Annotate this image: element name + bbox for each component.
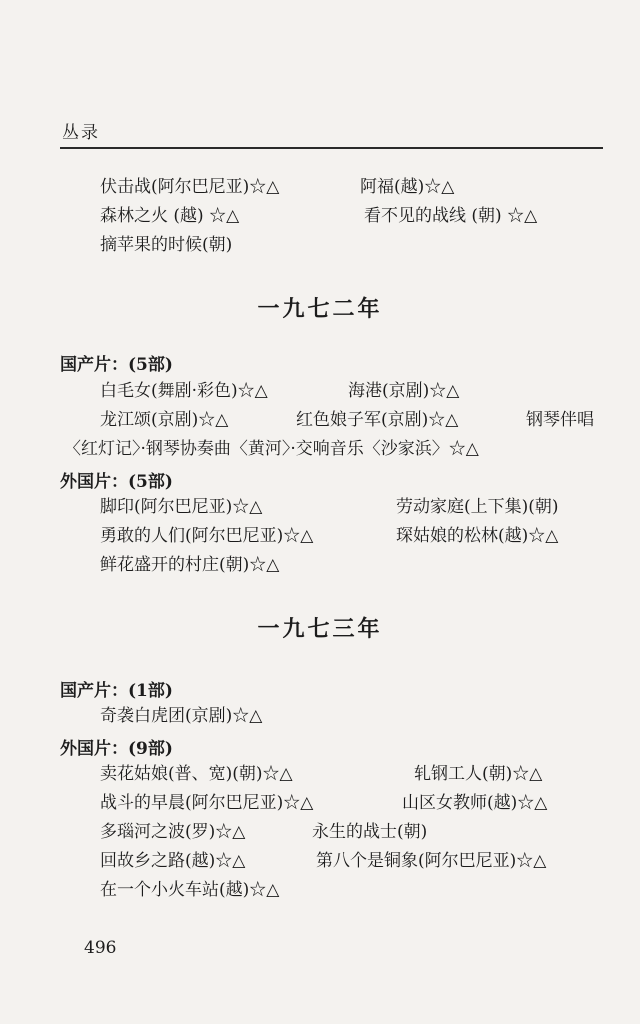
- film-entry: 鲜花盛开的村庄(朝)☆△: [100, 555, 280, 575]
- foreign-category-label: 外国片：(5部): [60, 472, 173, 492]
- header-rule: [60, 147, 603, 149]
- film-entry: 白毛女(舞剧·彩色)☆△: [100, 381, 268, 401]
- film-entry: 永生的战士(朝): [312, 822, 428, 842]
- film-entry: 第八个是铜象(阿尔巴尼亚)☆△: [316, 851, 547, 871]
- page-number: 496: [84, 938, 117, 958]
- foreign-category-label: 外国片：(9部): [60, 739, 173, 759]
- film-entry: 山区女教师(越)☆△: [402, 793, 548, 813]
- film-entry: 阿福(越)☆△: [360, 177, 455, 197]
- film-entry: 森林之火 (越) ☆△: [100, 206, 240, 226]
- domestic-category-label: 国产片：(1部): [60, 681, 173, 701]
- film-entry: 海港(京剧)☆△: [348, 381, 460, 401]
- film-entry: 轧钢工人(朝)☆△: [414, 764, 543, 784]
- year-heading: 一九七二年: [257, 296, 383, 322]
- domestic-category-label: 国产片：(5部): [60, 355, 173, 375]
- film-entry: 〈红灯记〉·钢琴协奏曲〈黄河〉·交响音乐〈沙家浜〉☆△: [64, 439, 479, 459]
- year-heading: 一九七三年: [257, 616, 383, 642]
- film-entry: 劳动家庭(上下集)(朝): [396, 497, 559, 517]
- film-entry: 回故乡之路(越)☆△: [100, 851, 246, 871]
- film-entry: 摘苹果的时候(朝): [100, 235, 233, 255]
- film-entry: 脚印(阿尔巴尼亚)☆△: [100, 497, 263, 517]
- film-entry: 卖花姑娘(普、宽)(朝)☆△: [100, 764, 293, 784]
- film-entry: 多瑙河之波(罗)☆△: [100, 822, 246, 842]
- film-entry: 红色娘子军(京剧)☆△: [296, 410, 459, 430]
- film-entry: 钢琴伴唱: [526, 410, 594, 430]
- film-entry: 琛姑娘的松林(越)☆△: [396, 526, 559, 546]
- film-entry: 看不见的战线 (朝) ☆△: [364, 206, 538, 226]
- running-header: 丛录: [62, 123, 100, 143]
- film-entry: 在一个小火车站(越)☆△: [100, 880, 280, 900]
- film-entry: 勇敢的人们(阿尔巴尼亚)☆△: [100, 526, 314, 546]
- film-entry: 伏击战(阿尔巴尼亚)☆△: [100, 177, 280, 197]
- film-entry: 战斗的早晨(阿尔巴尼亚)☆△: [100, 793, 314, 813]
- film-entry: 龙江颂(京剧)☆△: [100, 410, 229, 430]
- film-entry: 奇袭白虎团(京剧)☆△: [100, 706, 263, 726]
